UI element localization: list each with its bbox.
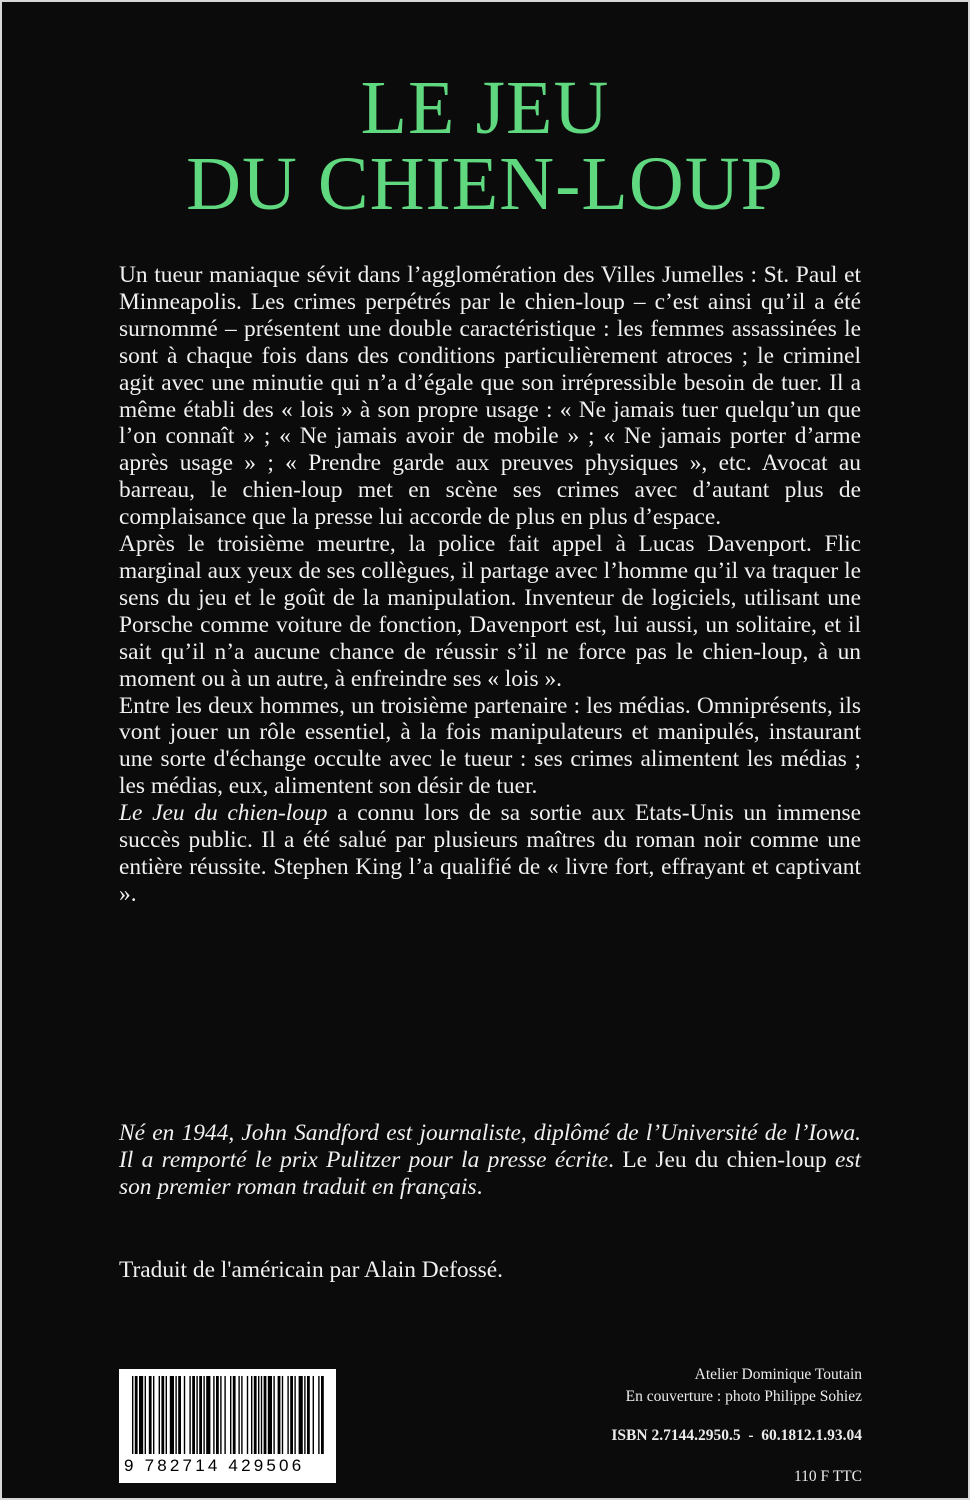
barcode-bar bbox=[290, 1376, 293, 1454]
barcode-bar bbox=[247, 1376, 248, 1454]
synopsis-paragraph-3: Entre les deux hommes, un troisième partenaire : les médias. Omniprésents, ils vont jouer un rôle essentiel, à la fois manipulateurs et manipulés, instaurant une sorte d'échange occulte avec le tueur : ses crimes alimentent les médias ; les médias, eux, alimentent son désir de tuer. bbox=[119, 692, 861, 800]
synopsis bbox=[119, 262, 861, 908]
author-bio bbox=[119, 1120, 861, 1201]
barcode-bar bbox=[206, 1376, 210, 1454]
barcode-bar bbox=[238, 1376, 239, 1454]
barcode-bar bbox=[313, 1376, 314, 1454]
barcode-bar bbox=[268, 1376, 272, 1454]
barcode-bar bbox=[132, 1376, 133, 1454]
credits bbox=[626, 1364, 862, 1408]
barcode-bar bbox=[135, 1376, 138, 1454]
barcode-bar bbox=[273, 1376, 274, 1454]
synopsis-paragraph-4 bbox=[119, 800, 861, 908]
synopsis-paragraph-2: Après le troisième meurtre, la police fait appel à Lucas Davenport. Flic marginal aux yeux de ses collègues, il partage avec l’homme qu’il va traquer le sens du jeu et le goût de la manipulation. Inventeur de logiciels, utilisant une Porsche comme voiture de fonction, Davenport est, lui aussi, un solitaire, et il sait qu’il n’a aucune chance de réussir s’il ne force pas le chien-loup, à un moment ou à un autre, à enfreindre ses « lois ». bbox=[119, 531, 861, 692]
publisher-credit: Atelier Dominique Toutain bbox=[694, 1366, 862, 1383]
barcode-bar bbox=[241, 1376, 242, 1454]
barcode bbox=[119, 1369, 336, 1483]
bio-part-3: est son premier roman traduit en français bbox=[119, 1147, 861, 1200]
bio-part-1: Né en 1944, John Sandford est journaliste, diplômé de l’Université de l’Iowa. Il a remporté le prix Pulitzer pour la presse écrite bbox=[119, 1120, 861, 1173]
isbn: ISBN 2.7144.2950.5 - 60.1812.1.93.04 bbox=[611, 1427, 862, 1444]
barcode-bar bbox=[196, 1376, 197, 1454]
barcode-bar bbox=[294, 1376, 295, 1454]
cover-photo-credit: En couverture : photo Philippe Sohiez bbox=[625, 1388, 862, 1405]
barcode-bar bbox=[153, 1376, 154, 1454]
barcode-bar bbox=[318, 1376, 319, 1454]
barcode-bar bbox=[161, 1376, 164, 1454]
barcode-bar bbox=[287, 1376, 288, 1454]
barcode-bar bbox=[203, 1376, 204, 1454]
barcode-bar bbox=[230, 1376, 231, 1454]
barcode-bar bbox=[139, 1376, 143, 1454]
barcode-bar bbox=[261, 1376, 262, 1454]
barcode-bar bbox=[299, 1376, 303, 1454]
barcode-bar bbox=[307, 1376, 310, 1454]
barcode-bar bbox=[304, 1376, 305, 1454]
barcode-digits: 9 782714 429506 bbox=[124, 1456, 305, 1475]
barcode-bar bbox=[278, 1376, 281, 1454]
barcode-bar bbox=[264, 1376, 267, 1454]
barcode-bar bbox=[321, 1376, 324, 1454]
barcode-bar bbox=[166, 1376, 167, 1454]
barcode-bar bbox=[170, 1376, 174, 1454]
barcode-bar bbox=[258, 1376, 259, 1454]
barcode-bar bbox=[189, 1376, 190, 1454]
barcode-bar bbox=[149, 1376, 152, 1454]
barcode-bar bbox=[184, 1376, 185, 1454]
barcode-bar bbox=[192, 1376, 195, 1454]
book-title-italic: Le Jeu du chien-loup bbox=[119, 800, 328, 827]
title-line-1: LE JEU bbox=[360, 66, 610, 150]
bio-part-4: . bbox=[476, 1174, 483, 1200]
bio-part-2: . Le Jeu du chien-loup bbox=[608, 1147, 836, 1173]
synopsis-paragraph-1: Un tueur maniaque sévit dans l’agglomération des Villes Jumelles : St. Paul et Minneapolis. Les crimes perpétrés par le chien-loup – c’est ainsi qu’il a été surnommé – présentent une double caractéristique : les femmes assassinées le sont à chaque fois dans des conditions particulièrement atroces ; le criminel agit avec une minutie qui n’a d’égale que son irrépressible besoin de tuer. Il a même établi des « lois » à son propre usage : « Ne jamais tuer quelqu’un que l’on connaît » ; « Ne jamais avoir de mobile » ; « Ne jamais porter d’arme après usage » ; « Prendre garde aux preuves physiques », etc. Avocat au barreau, le chien-loup met en scène ses crimes avec d’autant plus de complaisance que la presse lui accorde de plus en plus d’espace. bbox=[119, 262, 861, 531]
barcode-bar bbox=[216, 1376, 219, 1454]
price: 110 F TTC bbox=[793, 1468, 862, 1485]
barcode-bar bbox=[199, 1376, 202, 1454]
barcode-bar bbox=[282, 1376, 283, 1454]
barcode-bar bbox=[254, 1376, 257, 1454]
barcode-bar bbox=[178, 1376, 181, 1454]
book-title bbox=[2, 66, 968, 226]
barcode-bar bbox=[251, 1376, 252, 1454]
barcode-bar bbox=[175, 1376, 176, 1454]
barcode-bar bbox=[224, 1376, 225, 1454]
barcode-bars bbox=[132, 1376, 324, 1456]
barcode-bar bbox=[233, 1376, 236, 1454]
translator-credit: Traduit de l'américain par Alain Defossé. bbox=[119, 1257, 503, 1283]
barcode-bar bbox=[159, 1376, 160, 1454]
barcode-bar bbox=[220, 1376, 221, 1454]
barcode-bar bbox=[213, 1376, 214, 1454]
barcode-bar bbox=[145, 1376, 146, 1454]
title-line-2: DU CHIEN-LOUP bbox=[186, 142, 784, 226]
synopsis-paragraph-4-text: a connu lors de sa sortie aux Etats-Unis un immense succès public. Il a été salué par plusieurs maîtres du roman noir comme une entière réussite. Stephen King l’a qualifié de « livre fort, effrayant et captivant ». bbox=[119, 800, 862, 907]
author-bio-paragraph bbox=[119, 1120, 861, 1201]
